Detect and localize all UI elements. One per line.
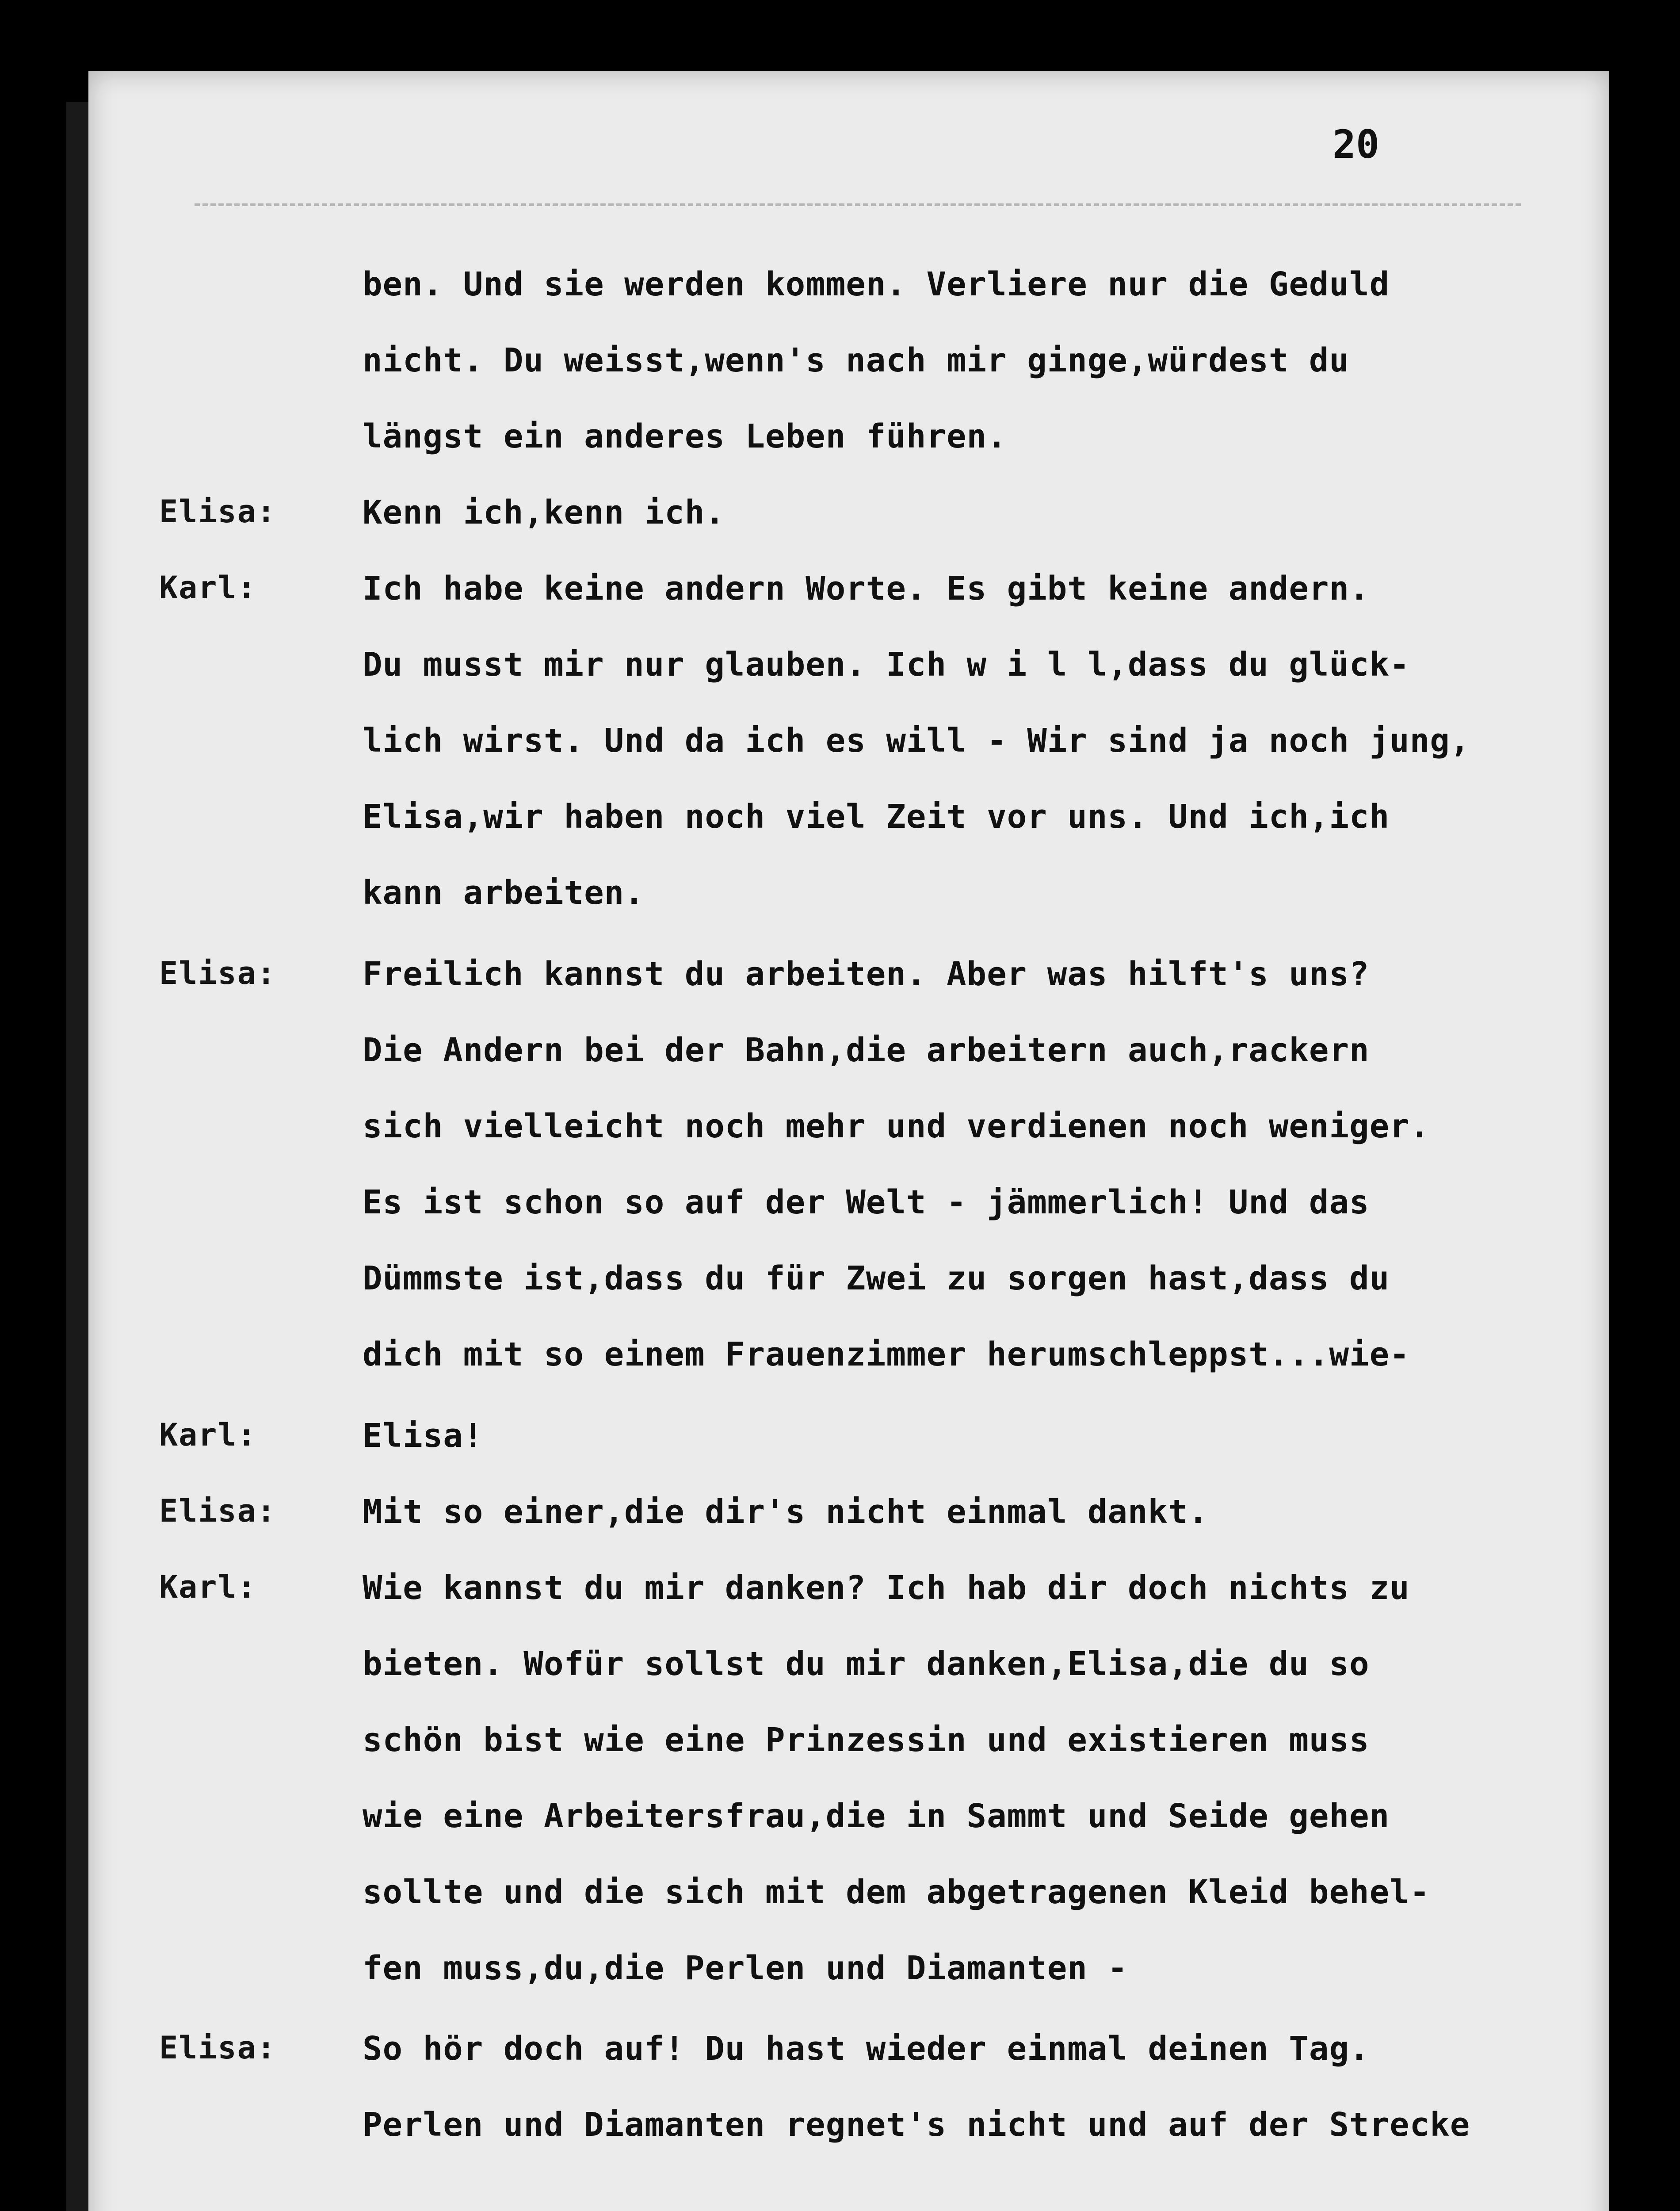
dialogue-text: Wie kannst du mir danken? Ich hab dir doch nichts zu [363,1569,1410,1607]
dialogue-text: sich vielleicht noch mehr und verdienen noch weniger. [363,1107,1430,1145]
dialogue-line [88,1335,1609,1406]
speaker-name: Elisa: [159,493,276,530]
dialogue-line [88,1645,1609,1716]
dialogue-line [88,1183,1609,1254]
speaker-name: Elisa: [159,1493,276,1529]
dialogue-text: ben. Und sie werden kommen. Verliere nur die Geduld [363,265,1390,303]
typescript-page [88,71,1609,2211]
dialogue-text: Du musst mir nur glauben. Ich w i l l,dass du glück- [363,646,1410,684]
speaker-name: Karl: [159,570,257,606]
dialogue-text: schön bist wie eine Prinzessin und existieren muss [363,1721,1370,1759]
dialogue-text: dich mit so einem Frauenzimmer herumschleppst...wie- [363,1335,1410,1373]
dialogue-line [88,1797,1609,1868]
speaker-name: Karl: [159,1569,257,1605]
dialogue-line [88,1721,1609,1792]
bleed-through-marks [195,203,1521,228]
dialogue-line [88,417,1609,488]
dialogue-text: Dümmste ist,dass du für Zwei zu sorgen hast,dass du [363,1259,1390,1297]
dialogue-text: sollte und die sich mit dem abgetragenen Kleid behel- [363,1873,1430,1911]
dialogue-text: lich wirst. Und da ich es will - Wir sind ja noch jung, [363,722,1470,760]
speaker-name: Karl: [159,1417,257,1453]
dialogue-line [88,1873,1609,1944]
dialogue-line [88,798,1609,868]
dialogue-line [88,1569,1609,1640]
dialogue-text: fen muss,du,die Perlen und Diamanten - [363,1949,1128,1987]
dialogue-line [88,1107,1609,1178]
dialogue-line [88,1949,1609,2020]
dialogue-line [88,570,1609,640]
dialogue-line [88,955,1609,1026]
dialogue-text: Die Andern bei der Bahn,die arbeitern auch,rackern [363,1031,1370,1069]
dialogue-text: Ich habe keine andern Worte. Es gibt keine andern. [363,570,1370,608]
dialogue-line [88,874,1609,945]
dialogue-text: kann arbeiten. [363,874,645,912]
dialogue-line [88,493,1609,564]
dialogue-text: Mit so einer,die dir's nicht einmal dankt. [363,1493,1209,1531]
dialogue-line [88,722,1609,792]
dialogue-text: bieten. Wofür sollst du mir danken,Elisa,die du so [363,1645,1370,1683]
page-number: 20 [1333,122,1379,167]
dialogue-line [88,341,1609,412]
dialogue-text: Kenn ich,kenn ich. [363,493,725,532]
dialogue-text: Perlen und Diamanten regnet's nicht und auf der Strecke [363,2106,1470,2144]
dialogue-line [88,1259,1609,1330]
speaker-name: Elisa: [159,955,276,991]
dialogue-line [88,2106,1609,2177]
dialogue-line [88,2030,1609,2100]
dialogue-text: Es ist schon so auf der Welt - jämmerlich! Und das [363,1183,1370,1221]
dialogue-text: So hör doch auf! Du hast wieder einmal deinen Tag. [363,2030,1370,2068]
dialogue-line [88,1417,1609,1488]
dialogue-text: längst ein anderes Leben führen. [363,417,1007,455]
dialogue-text: wie eine Arbeitersfrau,die in Sammt und Seide gehen [363,1797,1390,1835]
dialogue-line [88,1493,1609,1564]
dialogue-text: nicht. Du weisst,wenn's nach mir ginge,würdest du [363,341,1350,379]
dialogue-text: Elisa! [363,1417,484,1455]
dialogue-text: Elisa,wir haben noch viel Zeit vor uns. Und ich,ich [363,798,1390,836]
dialogue-line [88,646,1609,716]
dialogue-line [88,1031,1609,1102]
dialogue-text: Freilich kannst du arbeiten. Aber was hilft's uns? [363,955,1370,993]
dialogue-line [88,265,1609,336]
speaker-name: Elisa: [159,2030,276,2066]
